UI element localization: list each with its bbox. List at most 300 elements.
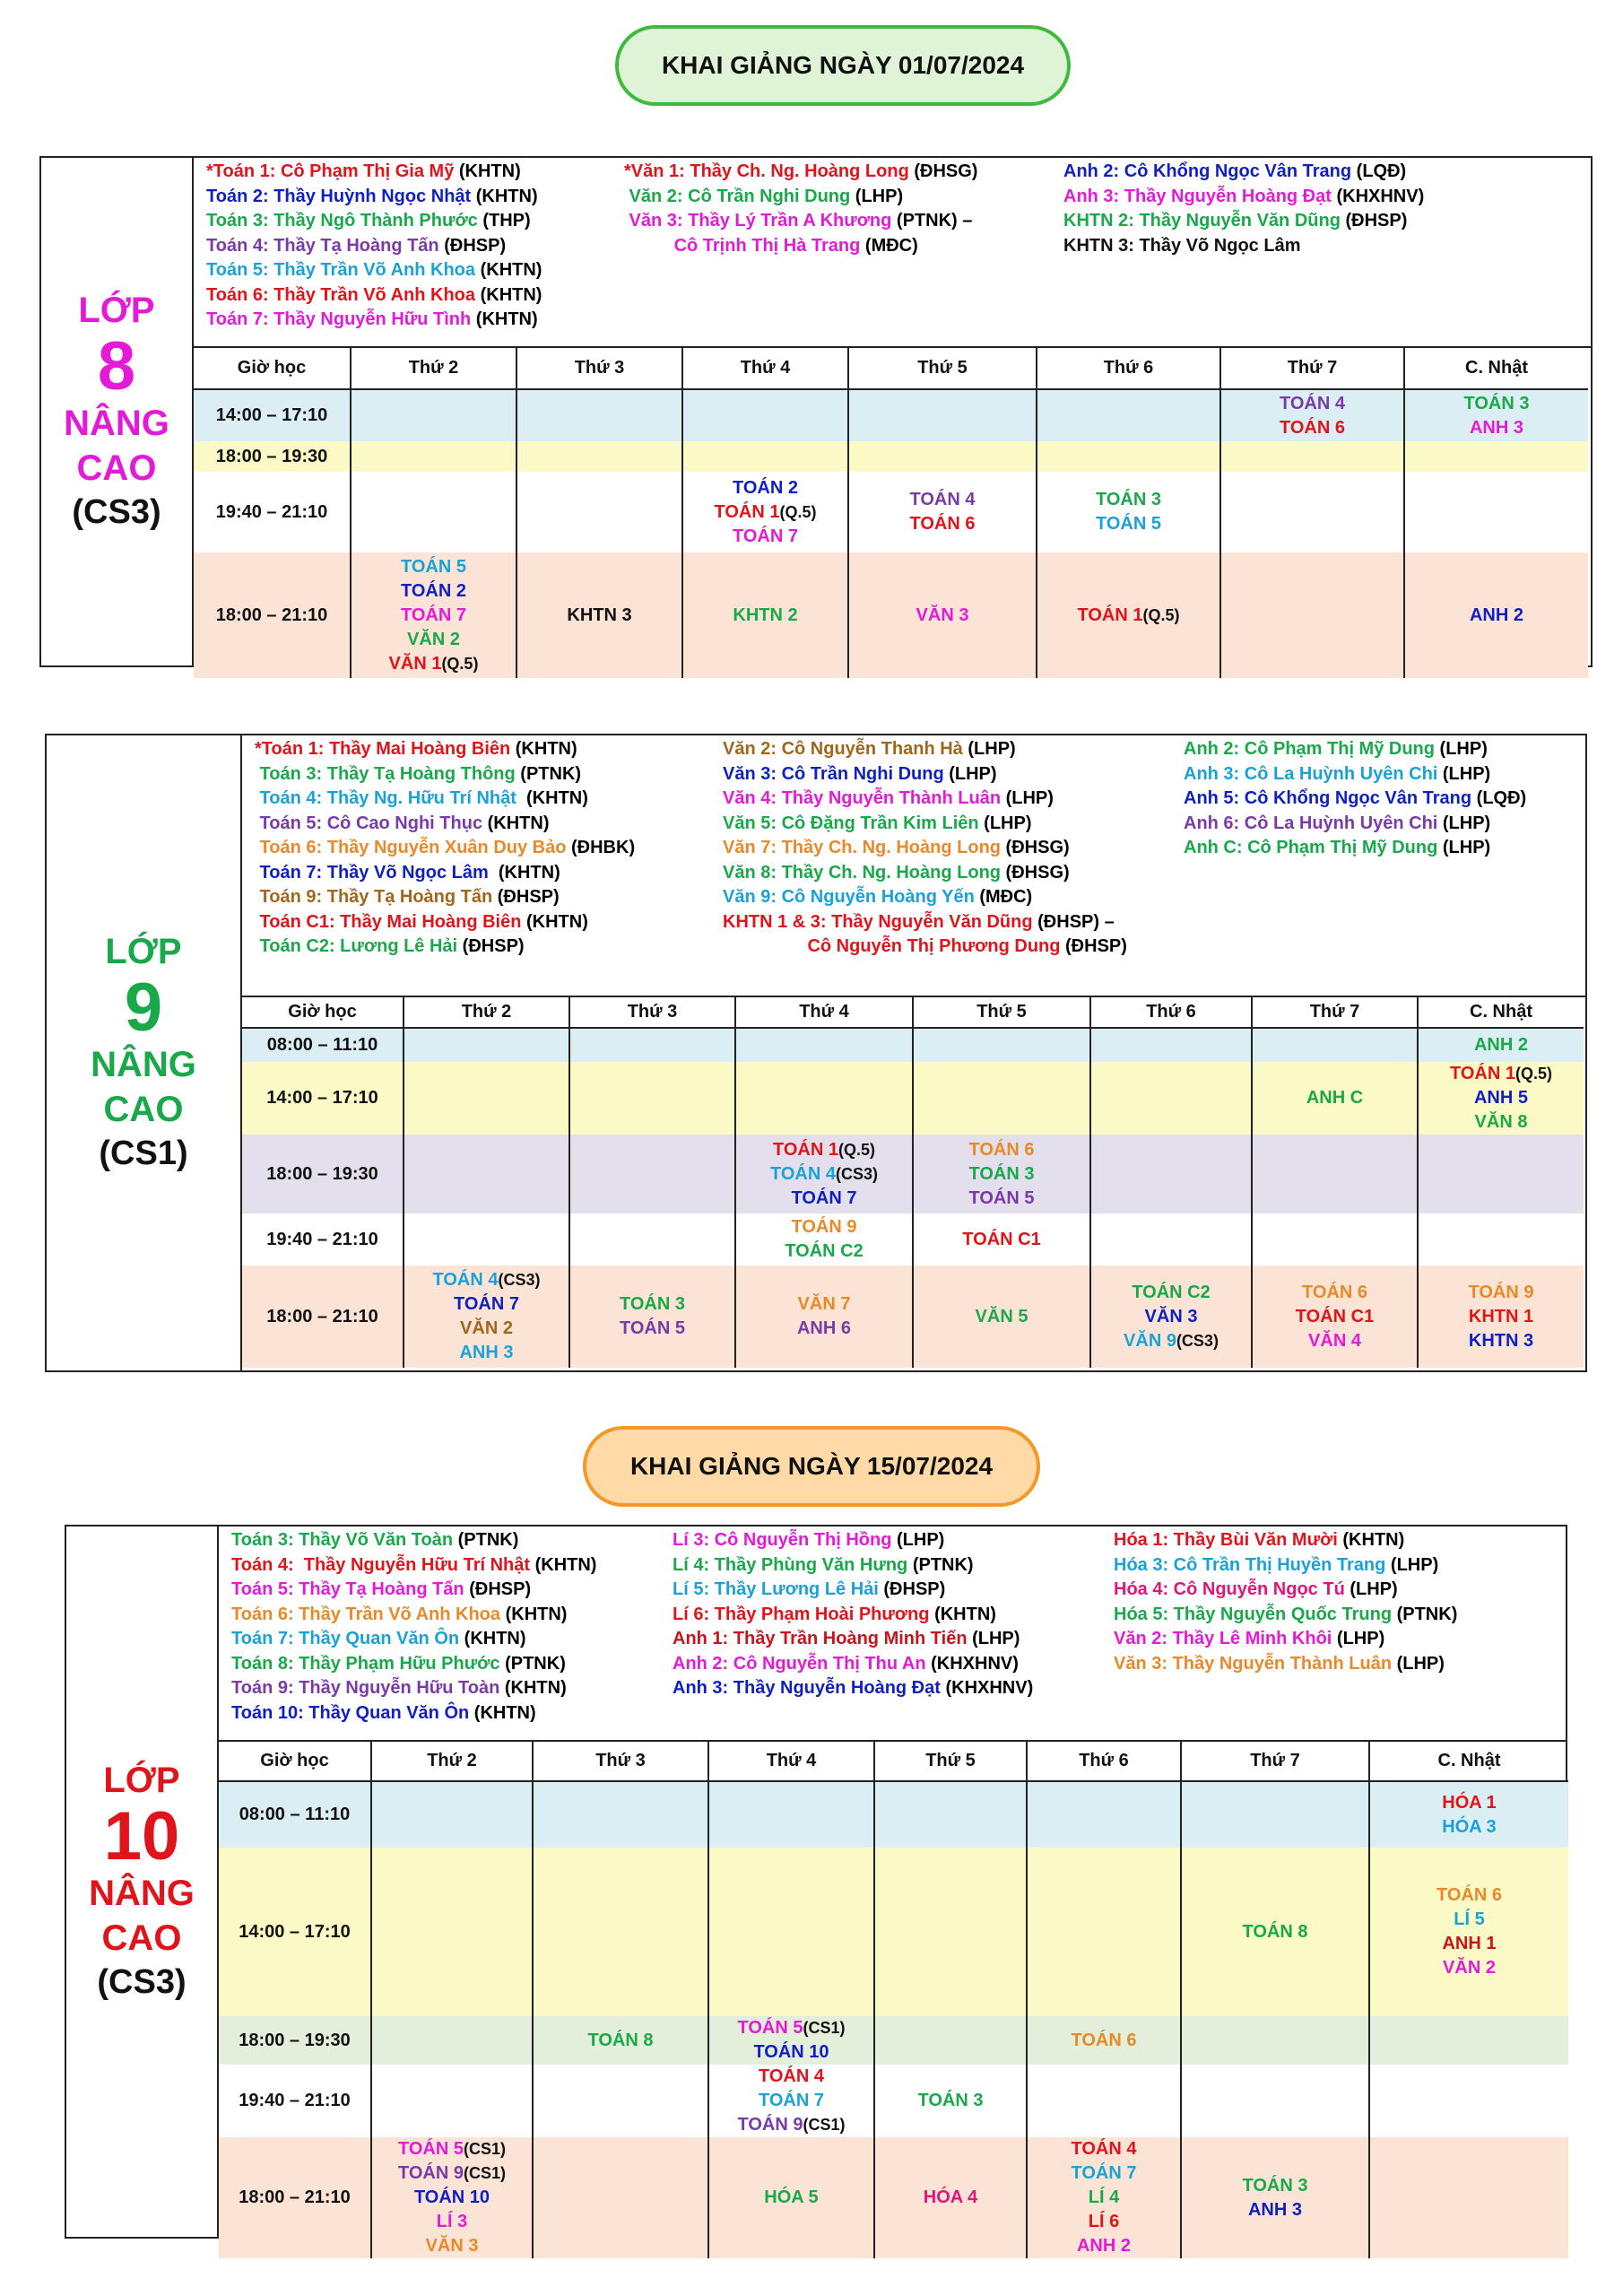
class-entry [736, 1317, 912, 1341]
column-header: Thứ 2 [404, 997, 569, 1028]
teacher-school: (KHTN) [459, 1629, 526, 1648]
class-entry [372, 2210, 532, 2234]
class-entry [1370, 1932, 1568, 1956]
schedule-cell [1090, 1028, 1252, 1062]
teacher-name: Toán 5: Thầy Tạ Hoàng Tấn [231, 1579, 464, 1599]
teacher-school: (LHP) [1392, 1653, 1445, 1674]
teacher-name: *Toán 1: Thầy Mai Hoàng Biên [255, 739, 511, 759]
class-entry-name: HÓA 1 [1442, 1792, 1497, 1813]
schedule-cell [1369, 1781, 1568, 1848]
class-entry [875, 2089, 1026, 2113]
class-entry-name: LÍ 5 [1454, 1909, 1485, 1929]
class-entry [683, 604, 847, 628]
schedule-cell [351, 441, 516, 472]
class-entry [372, 2137, 532, 2161]
schedule-row [242, 1135, 1584, 1213]
class8-label-line: 8 [97, 328, 136, 405]
teacher-line [673, 1676, 1033, 1701]
teacher-line [255, 836, 635, 861]
schedule-cell [371, 2065, 533, 2137]
teacher-line [1114, 1578, 1457, 1603]
teacher-line [231, 1627, 596, 1652]
teacher-line [673, 1528, 1033, 1553]
class9-schedule-table [242, 997, 1584, 1368]
teacher-line [206, 258, 542, 283]
class-entry-name: ANH 6 [796, 1318, 851, 1338]
teacher-line [723, 910, 1127, 935]
schedule-cell [1418, 1028, 1584, 1062]
schedule-cell [913, 1062, 1090, 1135]
teacher-line [1063, 185, 1424, 210]
column-header: Thứ 5 [848, 348, 1037, 389]
class-entry-name: TOÁN 4 [909, 490, 976, 509]
class-9-block [45, 734, 1587, 1372]
class8-label-line: (CS3) [72, 493, 161, 532]
teacher-school: (KHTN) [471, 309, 538, 329]
teacher-name: Toán 7: Thầy Nguyễn Hữu Tình [206, 309, 472, 329]
class-entry-name: TOÁN 6 [1071, 2030, 1137, 2050]
class-entry-name: VĂN 9 [1124, 1330, 1176, 1351]
teacher-line [723, 762, 1127, 787]
schedule-cell [1418, 1135, 1584, 1213]
class-entry-location: (Q.5) [441, 654, 479, 673]
schedule-cell [848, 472, 1037, 552]
class-entry [404, 1268, 568, 1292]
teacher-line [1114, 1528, 1457, 1553]
column-header: C. Nhật [1404, 348, 1588, 389]
schedule-cell [1090, 1135, 1252, 1213]
class-entry-name: TOÁN C1 [962, 1229, 1041, 1249]
teacher-school: (LQĐ) [1351, 161, 1407, 181]
teacher-line [723, 787, 1127, 812]
class10-label-line: LỚP [103, 1761, 180, 1801]
class-entry-name: TOÁN 7 [401, 604, 466, 625]
teacher-name: Toán 9: Thầy Tạ Hoàng Tấn [255, 887, 493, 907]
teacher-school: (LHP) [1332, 1629, 1385, 1648]
schedule-cell [404, 1213, 569, 1265]
teacher-school: (KHTN) [510, 739, 577, 759]
class-entry [404, 1317, 568, 1341]
teacher-line [1114, 1627, 1457, 1652]
class-entry-name: ANH 5 [1473, 1088, 1528, 1108]
class-entry [683, 476, 847, 500]
class-entry [709, 2113, 873, 2137]
schedule-cell [516, 472, 682, 552]
teacher-school: (PTNK) [907, 1554, 974, 1575]
class-entry-name: TOÁN 1 [1450, 1064, 1515, 1083]
teacher-line [1184, 762, 1526, 787]
class9-teacher-column [255, 737, 635, 960]
teacher-line [723, 861, 1127, 886]
class-entry [1253, 1329, 1417, 1353]
class-entry [372, 2186, 532, 2210]
class10-label-line: 10 [103, 1798, 180, 1875]
class-entry [1028, 2029, 1180, 2053]
teacher-school: (LHP) [967, 1629, 1020, 1648]
teacher-line [1114, 1553, 1457, 1578]
teacher-school: (MĐC) [860, 235, 918, 256]
class8-teacher-column [1063, 160, 1424, 258]
class-entry-name: TOÁN 10 [413, 2187, 490, 2207]
class9-label [47, 735, 242, 1370]
schedule-cell [1369, 2137, 1568, 2258]
class-entry [1037, 604, 1219, 628]
class-entry [914, 1162, 1089, 1187]
time-slot: 14:00 – 17:10 [215, 405, 328, 425]
teacher-name: Anh 3: Cô La Huỳnh Uyên Chi [1184, 763, 1438, 784]
teacher-line [255, 787, 635, 812]
schedule-cell [404, 1062, 569, 1135]
class-entry [914, 1305, 1089, 1329]
teacher-line [231, 1676, 596, 1701]
teacher-school: (LHP) [1001, 788, 1054, 808]
teacher-name: Toán 7: Thầy Quan Văn Ôn [231, 1629, 460, 1648]
class-entry [1028, 2210, 1180, 2234]
class8-label-line: CAO [76, 448, 157, 489]
schedule-cell [913, 1135, 1090, 1213]
class-entry [1419, 1110, 1584, 1135]
class-entry-name: TOÁN 6 [1436, 1885, 1502, 1905]
teacher-school: (ĐHSG) [1001, 838, 1070, 857]
teacher-name: KHTN 3: Thầy Võ Ngọc Lâm [1063, 235, 1301, 256]
class10-label-line: CAO [101, 1918, 182, 1959]
class-entry [1182, 1920, 1368, 1944]
class-entry [1253, 1305, 1417, 1329]
teacher-line [1063, 209, 1424, 234]
schedule-cell [516, 389, 682, 441]
class-entry-name: VĂN 3 [425, 2236, 479, 2256]
teacher-name: Anh 1: Thầy Trần Hoàng Minh Tiến [673, 1629, 968, 1648]
schedule-cell [1252, 1028, 1418, 1062]
class-entry-name: LÍ 4 [1088, 2187, 1120, 2207]
column-header: Thứ 5 [874, 1742, 1027, 1781]
teacher-line [723, 885, 1127, 910]
teacher-school: (KHTN) [482, 813, 550, 833]
class-entry-name: TOÁN 9 [737, 2115, 803, 2135]
teacher-school: (PTNK) [499, 1653, 566, 1674]
schedule-cell [1027, 1781, 1181, 1848]
column-header: C. Nhật [1369, 1742, 1568, 1781]
schedule-cell [1220, 552, 1404, 678]
time-slot: 18:00 – 19:30 [215, 446, 328, 466]
teacher-name: Toán 5: Thầy Trần Võ Anh Khoa [206, 260, 476, 280]
teacher-school: (KHTN) [499, 1678, 567, 1698]
teacher-line [255, 737, 635, 762]
schedule-cell [1252, 1062, 1418, 1135]
schedule-cell [1369, 2065, 1568, 2137]
class-entry-name: HÓA 4 [923, 2187, 978, 2207]
column-header: Thứ 7 [1220, 348, 1404, 389]
schedule-cell [1418, 1213, 1584, 1265]
schedule-cell [1181, 2137, 1369, 2258]
teacher-school: (ĐHSG) [1001, 862, 1070, 883]
teacher-name: Lí 5: Thầy Lương Lê Hải [673, 1579, 879, 1599]
teacher-school: (KHTN) [469, 1702, 536, 1723]
teacher-line [1184, 836, 1526, 861]
teacher-name: Toán C1: Thầy Mai Hoàng Biên [255, 911, 522, 932]
schedule-cell [371, 2016, 533, 2065]
teacher-school: (ĐHSG) [908, 161, 978, 181]
teacher-school: (PTNK) – [891, 211, 973, 230]
schedule-cell [404, 1028, 569, 1062]
class-entry [875, 2186, 1026, 2210]
class-entry-name: TOÁN 9 [1468, 1282, 1534, 1302]
class9-teacher-list [242, 735, 1585, 997]
teacher-name: Toán 5: Cô Cao Nghi Thục [255, 813, 483, 833]
class-entry-name: TOÁN 8 [1242, 1921, 1308, 1942]
class-entry-name: ANH 3 [1469, 417, 1523, 438]
teacher-line [255, 861, 635, 886]
teacher-school: (KHTN) [471, 186, 538, 206]
class-entry [1028, 2161, 1180, 2186]
teacher-name: Toán 6: Thầy Nguyễn Xuân Duy Bảo [255, 838, 567, 857]
class10-teacher-column [673, 1528, 1033, 1701]
class10-schedule-table [219, 1742, 1568, 2258]
teacher-school: (ĐHSP) [438, 235, 507, 256]
class-entry-name: VĂN 1 [388, 653, 442, 674]
class-entry [352, 555, 516, 579]
teacher-line [1184, 812, 1526, 837]
schedule-cell [708, 2016, 874, 2065]
schedule-cell [569, 1213, 735, 1265]
class-entry [1253, 1086, 1417, 1110]
schedule-cell [533, 1781, 708, 1848]
schedule-cell [1090, 1062, 1252, 1135]
teacher-line [255, 935, 635, 960]
column-header: Thứ 3 [533, 1742, 708, 1781]
schedule-cell [371, 1848, 533, 2016]
class-entry [352, 604, 516, 628]
class-entry-name: TOÁN 5 [737, 2018, 803, 2038]
schedule-cell [708, 2137, 874, 2258]
time-slot: 14:00 – 17:10 [266, 1088, 378, 1108]
schedule-row [242, 1265, 1584, 1368]
teacher-name: Văn 9: Cô Nguyễn Hoàng Yến [723, 887, 975, 907]
teacher-school: (LHP) [850, 186, 904, 206]
class-entry [1221, 416, 1403, 440]
class-entry [1091, 1305, 1251, 1329]
schedule-cell [1404, 389, 1588, 441]
teacher-name: *Toán 1: Cô Phạm Thị Gia Mỹ [206, 161, 455, 181]
teacher-name: KHTN 2: Thầy Nguyễn Văn Dũng [1063, 211, 1341, 230]
class-entry [1091, 1329, 1251, 1353]
teacher-name: Toán 7: Thầy Võ Ngọc Lâm [255, 862, 489, 883]
teacher-name: Văn 3: Thầy Lý Trần A Khương [624, 211, 892, 230]
teacher-name: Toán 6: Thầy Trần Võ Anh Khoa [206, 284, 476, 305]
teacher-line [673, 1627, 1033, 1652]
class-entry [849, 512, 1036, 536]
class-entry-location: (Q.5) [1142, 605, 1180, 624]
class-entry-location: (CS3) [835, 1164, 878, 1183]
time-slot: 18:00 – 19:30 [266, 1163, 378, 1184]
schedule-cell [1090, 1265, 1252, 1368]
schedule-cell [533, 2137, 708, 2258]
class-entry-name: TOÁN 1 [714, 501, 780, 522]
class-entry-name: TOÁN 4 [1280, 393, 1345, 413]
class-entry-name: TOÁN 5 [398, 2139, 464, 2159]
class-entry [683, 500, 847, 525]
teacher-name: Văn 5: Cô Đặng Trần Kim Liên [723, 813, 979, 833]
schedule-cell [708, 1781, 874, 1848]
class-entry [352, 628, 516, 652]
class-entry [1419, 1305, 1584, 1329]
class-entry [1221, 392, 1403, 416]
column-header: Giờ học [194, 348, 351, 389]
column-header: Thứ 3 [569, 997, 735, 1028]
schedule-cell [404, 1265, 569, 1368]
teacher-name: Hóa 1: Thầy Bùi Văn Mười [1114, 1530, 1338, 1550]
teacher-name: Anh 2: Cô Nguyễn Thị Thu An [673, 1653, 926, 1674]
class-entry-name: TOÁN C2 [785, 1241, 864, 1261]
class-entry [709, 2016, 873, 2040]
class-entry-name: TOÁN 5 [968, 1187, 1035, 1208]
teacher-name: Văn 7: Thầy Ch. Ng. Hoàng Long [723, 838, 1001, 857]
class-entry [709, 2065, 873, 2089]
teacher-name: Anh 3: Thầy Nguyễn Hoàng Đạt [1063, 186, 1332, 206]
schedule-cell [351, 552, 516, 678]
class-entry-name: TOÁN 6 [968, 1139, 1035, 1160]
class-entry-location: (CS3) [1176, 1331, 1219, 1350]
schedule-cell [1181, 1781, 1369, 1848]
schedule-cell [516, 552, 682, 678]
column-header: Thứ 6 [1037, 348, 1220, 389]
class-entry [736, 1239, 912, 1264]
class-entry [1419, 1329, 1584, 1353]
time-slot: 18:00 – 21:10 [239, 2187, 351, 2207]
schedule-cell [1037, 472, 1220, 552]
schedule-cell [1090, 1213, 1252, 1265]
class-8-block [39, 156, 1593, 674]
schedule-cell [735, 1135, 913, 1213]
teacher-line [673, 1603, 1033, 1628]
schedule-cell [848, 389, 1037, 441]
class9-label-line: LỚP [105, 932, 182, 972]
schedule-row [194, 441, 1588, 472]
schedule-cell [735, 1028, 913, 1062]
teacher-line [1114, 1603, 1457, 1628]
teacher-name: Anh 2: Cô Khổng Ngọc Vân Trang [1063, 161, 1352, 181]
schedule-cell [1027, 1848, 1181, 2016]
class-entry [372, 2161, 532, 2186]
class-entry-name: VĂN 2 [1443, 1958, 1496, 1978]
teacher-name: Hóa 3: Cô Trần Thị Huyền Trang [1114, 1554, 1386, 1575]
column-header: Thứ 4 [708, 1742, 874, 1781]
teacher-school: (ĐHSP) [492, 887, 560, 907]
class8-teacher-list [194, 158, 1591, 348]
teacher-name: Văn 2: Cô Nguyễn Thanh Hà [723, 739, 963, 759]
schedule-cell [682, 441, 848, 472]
schedule-cell [913, 1213, 1090, 1265]
class-entry-name: TOÁN 9 [791, 1217, 857, 1237]
class-entry-name: KHTN 2 [733, 604, 798, 625]
class-entry-name: LÍ 6 [1088, 2212, 1120, 2231]
teacher-school: (ĐHSP) – [1032, 911, 1115, 932]
class-entry [1028, 2137, 1180, 2161]
teacher-school: (THP) [477, 211, 531, 230]
class8-label-line: LỚP [78, 291, 155, 331]
teacher-name: Toán C2: Lương Lê Hải [255, 936, 458, 956]
schedule-row [194, 472, 1588, 552]
class-entry-name: TOÁN 3 [917, 2091, 984, 2110]
schedule-cell [848, 552, 1037, 678]
teacher-name: Cô Trịnh Thị Hà Trang [624, 235, 861, 256]
schedule-cell [708, 2065, 874, 2137]
teacher-school: (KHTN) [475, 260, 542, 280]
class-entry [736, 1292, 912, 1317]
teacher-name: Văn 2: Cô Trần Nghi Dung [624, 186, 851, 206]
schedule-cell [874, 2065, 1027, 2137]
schedule-cell [1252, 1265, 1418, 1368]
class-entry-name: TOÁN 5 [1096, 514, 1161, 534]
teacher-name: Anh 3: Thầy Nguyễn Hoàng Đạt [673, 1678, 941, 1698]
class-entry [352, 652, 516, 676]
schedule-cell [351, 389, 516, 441]
teacher-school: (ĐHSP) [1340, 211, 1408, 230]
column-header: Thứ 2 [351, 348, 516, 389]
class9-header-row [242, 997, 1584, 1028]
class-entry-name: VĂN 4 [1308, 1330, 1361, 1351]
teacher-name: Toán 4: Thầy Ng. Hữu Trí Nhật [255, 788, 516, 808]
schedule-cell [1404, 552, 1588, 678]
schedule-cell [1181, 2016, 1369, 2065]
teacher-line [723, 812, 1127, 837]
teacher-school: (LHP) [1437, 838, 1491, 857]
schedule-cell [569, 1062, 735, 1135]
schedule-row [194, 552, 1588, 678]
teacher-line [1184, 787, 1526, 812]
teacher-name: Toán 10: Thầy Quan Văn Ôn [231, 1702, 470, 1723]
teacher-name: Toán 8: Thầy Phạm Hữu Phước [231, 1653, 500, 1674]
class-entry-name: KHTN 3 [1468, 1330, 1534, 1351]
teacher-school: (KHTN) [929, 1604, 996, 1624]
class-entry-name: TOÁN 5 [620, 1318, 685, 1338]
teacher-school: (KHTN) [500, 1604, 568, 1624]
teacher-line [231, 1701, 596, 1726]
teacher-name: Lí 6: Thầy Phạm Hoài Phương [673, 1604, 930, 1624]
schedule-cell [371, 2137, 533, 2258]
schedule-cell [682, 389, 848, 441]
schedule-cell [533, 1848, 708, 2016]
class-entry [1182, 2174, 1368, 2198]
class-entry-name: TOÁN 3 [1096, 490, 1161, 509]
class-entry [914, 1228, 1089, 1252]
schedule-cell [848, 441, 1037, 472]
class10-header-row [219, 1742, 1568, 1781]
teacher-line [206, 185, 542, 210]
class9-label-line: 9 [124, 970, 163, 1047]
column-header: Thứ 4 [735, 997, 913, 1028]
class-entry-name: VĂN 3 [1144, 1306, 1198, 1326]
teacher-school: (KHTN) [516, 788, 588, 808]
class-entry [1370, 1791, 1568, 1815]
time-slot: 14:00 – 17:10 [239, 1921, 351, 1942]
class-entry [736, 1215, 912, 1239]
schedule-cell [1220, 389, 1404, 441]
class-entry-name: TOÁN 7 [791, 1187, 857, 1208]
class-entry-name: VĂN 3 [916, 604, 969, 625]
class-entry [517, 604, 681, 628]
teacher-name: Toán 3: Thầy Võ Văn Toàn [231, 1530, 454, 1550]
class10-teacher-column [231, 1528, 596, 1726]
teacher-school: (PTNK) [453, 1530, 519, 1550]
schedule-cell [1037, 441, 1220, 472]
class-entry [709, 2186, 873, 2210]
teacher-school: (KHXHNV) [940, 1678, 1034, 1698]
class-entry [1405, 604, 1588, 628]
teacher-name: Hóa 5: Thầy Nguyễn Quốc Trung [1114, 1604, 1393, 1624]
class-entry-name: TOÁN 3 [1463, 393, 1530, 413]
class-entry-location: (CS3) [498, 1271, 541, 1289]
